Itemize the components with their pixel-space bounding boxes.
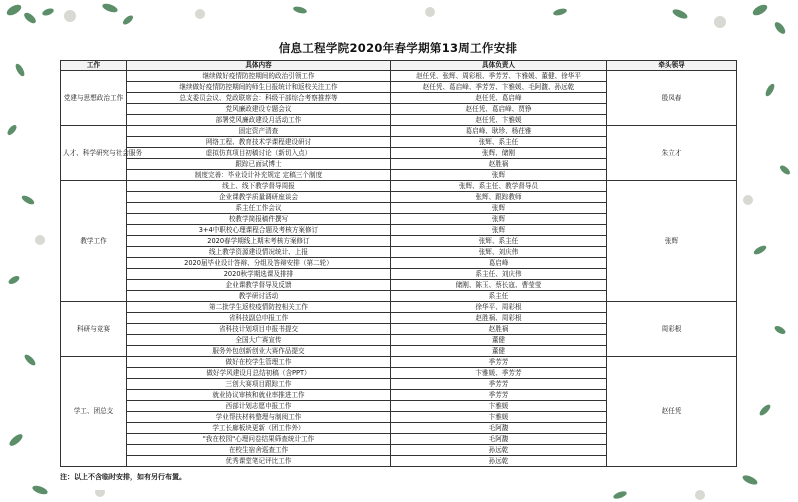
category-cell: 科研与竞赛: [61, 302, 127, 357]
content-cell: 校教学简报稿件撰写: [127, 214, 391, 225]
content-cell: 部署党风廉政建设月活动工作: [127, 115, 391, 126]
content-cell: 在校生宿舍巡查工作: [127, 445, 391, 456]
content-cell: 系主任工作会议: [127, 203, 391, 214]
table-row: [61, 302, 737, 313]
header-content: 具体内容: [127, 61, 391, 71]
category-cell: 教学工作: [61, 181, 127, 302]
persons-cell: 张辉、系主任、教学督导员: [391, 181, 607, 192]
category-cell: 人才、科学研究与社会服务: [61, 126, 127, 181]
content-cell: 网络工程、教育技术学课程建设研讨: [127, 137, 391, 148]
persons-cell: 系主任、刘庆伟: [391, 269, 607, 280]
persons-cell: 赵胜祸、周彩根: [391, 313, 607, 324]
persons-cell: 卞雅媛、季芳芳: [391, 368, 607, 379]
persons-cell: 葛启峰、耿珍、杨茌雅: [391, 126, 607, 137]
leader-cell: 赵任凭: [607, 357, 737, 467]
table-row: [61, 71, 737, 82]
header-leader: 牵头领导: [607, 61, 737, 71]
content-cell: 固定资产清查: [127, 126, 391, 137]
persons-cell: 季芳芳: [391, 379, 607, 390]
content-cell: 第二批学生返校疫情防控相关工作: [127, 302, 391, 313]
table-header-row: [61, 61, 737, 71]
schedule-sheet: [60, 38, 736, 490]
content-cell: 总支委员会议、党政联席会：科级干部综合考察推荐等: [127, 93, 391, 104]
page-title: 信息工程学院2020年春学期第13周工作安排: [278, 41, 518, 55]
persons-cell: 张辉、系主任: [391, 137, 607, 148]
content-cell: 做好在校学生管理工作: [127, 357, 391, 368]
persons-cell: 卞雅媛: [391, 412, 607, 423]
persons-cell: 董健: [391, 335, 607, 346]
content-cell: 线上教学资源建设情况统计、上报: [127, 247, 391, 258]
header-work: 工作: [61, 61, 127, 71]
leader-cell: 周彩根: [607, 302, 737, 357]
content-cell: 学工长廊板块更新（团工作外）: [127, 423, 391, 434]
persons-cell: 系主任: [391, 291, 607, 302]
content-cell: 优秀课堂笔记评比工作: [127, 456, 391, 467]
content-cell: 省科技副总申报工作: [127, 313, 391, 324]
persons-cell: 毛阿馥: [391, 423, 607, 434]
content-cell: 西部计划志愿申报工作: [127, 401, 391, 412]
content-cell: 2020届毕业设计答辩、分组及答辩安排（第二轮）: [127, 258, 391, 269]
persons-cell: 赵胜祸: [391, 159, 607, 170]
content-cell: 教学研讨活动: [127, 291, 391, 302]
persons-cell: 赵任凭、葛启峰、贾铮: [391, 104, 607, 115]
leader-cell: 朱立才: [607, 126, 737, 181]
content-cell: 三创大赛项目跟踪工作: [127, 379, 391, 390]
schedule-table: [60, 60, 737, 467]
persons-cell: 卞雅媛: [391, 401, 607, 412]
persons-cell: 季芳芳: [391, 390, 607, 401]
persons-cell: 储刚、陈玉、蔡长寇、曹莹莹: [391, 280, 607, 291]
content-cell: 继续做好疫情防控期间的政治引领工作: [127, 71, 391, 82]
persons-cell: 赵任凭、张辉、周彩根、季芳芳、卞雅媛、董健、徐华平: [391, 71, 607, 82]
persons-cell: 赵任凭、葛启峰: [391, 93, 607, 104]
content-cell: 2020春学期线上期末考核方案修订: [127, 236, 391, 247]
table-row: [61, 357, 737, 368]
persons-cell: 孙远乾: [391, 456, 607, 467]
persons-cell: 张辉、刘庆伟: [391, 247, 607, 258]
category-cell: 学工、团总支: [61, 357, 127, 467]
leader-cell: 殷凤春: [607, 71, 737, 126]
content-cell: 线上、线下教学督导周报: [127, 181, 391, 192]
table-row: [61, 181, 737, 192]
persons-cell: 季芳芳: [391, 357, 607, 368]
content-cell: 学业帮扶材料整理与制阅工作: [127, 412, 391, 423]
content-cell: 党风廉政建设专题会议: [127, 104, 391, 115]
content-cell: 服务外包创新创业大赛作品提交: [127, 346, 391, 357]
content-cell: 省科技计划项目申报书提交: [127, 324, 391, 335]
persons-cell: 张辉: [391, 203, 607, 214]
content-cell: 就业协议审核和就业率推进工作: [127, 390, 391, 401]
persons-cell: 赵任凭、葛启峰、季芳芳、卞雅媛、毛阿馥、孙远乾: [391, 82, 607, 93]
persons-cell: 毛阿馥: [391, 434, 607, 445]
table-row: [61, 126, 737, 137]
header-persons: 具体负责人: [391, 61, 607, 71]
persons-cell: 赵胜祸: [391, 324, 607, 335]
persons-cell: 张辉、跟踪教师: [391, 192, 607, 203]
content-cell: 企业课教学质量调研座谈会: [127, 192, 391, 203]
persons-cell: 张辉、系主任: [391, 236, 607, 247]
persons-cell: 孙远乾: [391, 445, 607, 456]
content-cell: 跟踪已面试博士: [127, 159, 391, 170]
persons-cell: 张辉: [391, 214, 607, 225]
content-cell: 做好学风建设月总结初稿（含PPT）: [127, 368, 391, 379]
content-cell: 制度完善：毕业设计补充规定 定稿三个制度: [127, 170, 391, 181]
persons-cell: 徐华平、周彩根: [391, 302, 607, 313]
content-cell: 2020秋学期选课及排排: [127, 269, 391, 280]
persons-cell: 张辉: [391, 170, 607, 181]
content-cell: 3+4中职校心理课程合题及考核方案修订: [127, 225, 391, 236]
content-cell: 继续做好疫情防控期间的师生日报统计和返校关注工作: [127, 82, 391, 93]
content-cell: 虚拟仿真项目初稿讨论（新切入点）: [127, 148, 391, 159]
footnote: 注：以上不含临时安排，如有另行布置。: [60, 473, 186, 481]
category-cell: 党建与思想政治工作: [61, 71, 127, 126]
persons-cell: 张辉: [391, 225, 607, 236]
persons-cell: 张辉、储刚: [391, 148, 607, 159]
content-cell: 企业课教学督导及反馈: [127, 280, 391, 291]
persons-cell: 葛启峰: [391, 258, 607, 269]
content-cell: 全国大广赛宣传: [127, 335, 391, 346]
content-cell: "我在校园"心理问卷结果筛查统计工作: [127, 434, 391, 445]
persons-cell: 赵任凭、卞雅媛: [391, 115, 607, 126]
leader-cell: 张辉: [607, 181, 737, 302]
persons-cell: 董健: [391, 346, 607, 357]
